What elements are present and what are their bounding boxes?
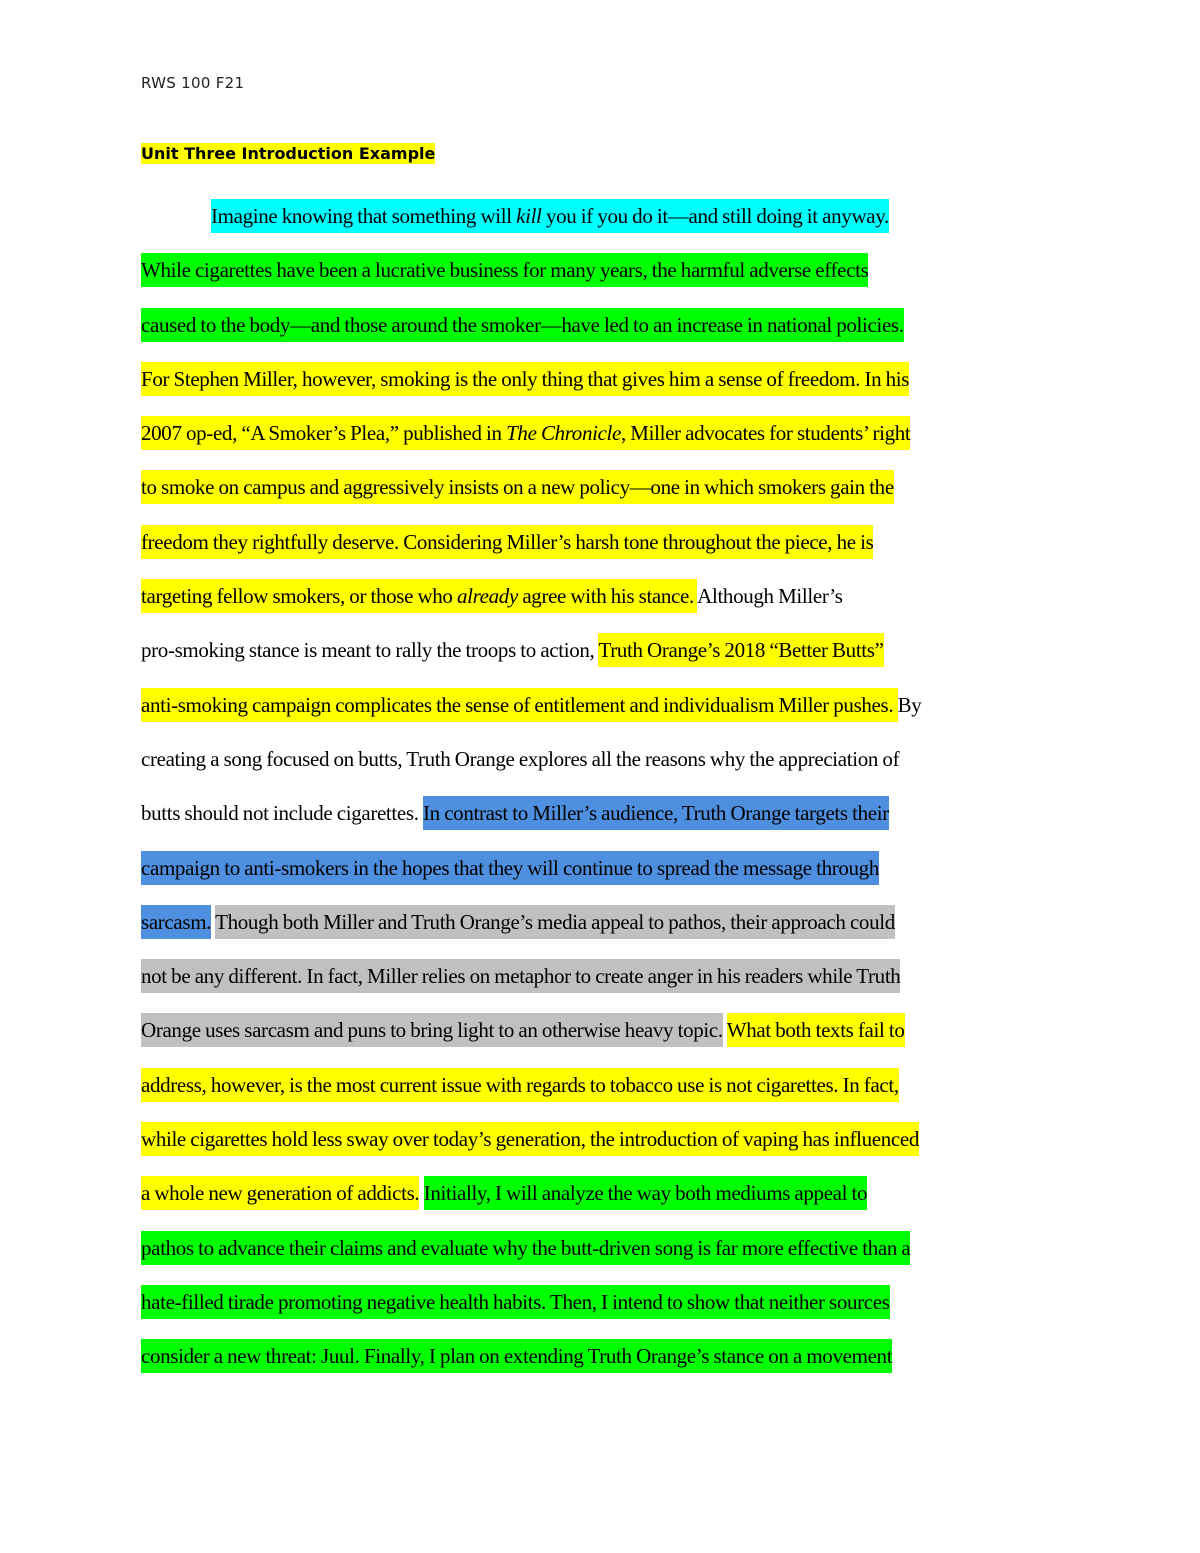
document-body (141, 196, 1066, 1391)
body-line-10: anti-smoking campaign complicates the sense of entitlement and individualism Miller pushes. By (141, 685, 1066, 739)
body-line-12: butts should not include cigarettes. In contrast to Miller’s audience, Truth Orange targets their (141, 793, 1066, 847)
body-line-1 (141, 196, 1066, 250)
body-line-16: Orange uses sarcasm and puns to bring light to an otherwise heavy topic. What both texts fail to (141, 1010, 1066, 1064)
body-line-3: caused to the body—and those around the smoker—have led to an increase in national policies. (141, 305, 1066, 359)
body-line-7: freedom they rightfully deserve. Considering Miller’s harsh tone throughout the piece, he is (141, 522, 1066, 576)
body-line-21: hate-filled tirade promoting negative health habits. Then, I intend to show that neither sources (141, 1282, 1066, 1336)
body-line-9: pro-smoking stance is meant to rally the troops to action, Truth Orange’s 2018 “Better Butts” (141, 630, 1066, 684)
body-line-13: campaign to anti-smokers in the hopes that they will continue to spread the message through (141, 848, 1066, 902)
body-line-15: not be any different. In fact, Miller relies on metaphor to create anger in his readers while Truth (141, 956, 1066, 1010)
body-line-4: For Stephen Miller, however, smoking is the only thing that gives him a sense of freedom. In his (141, 359, 1066, 413)
body-line-17: address, however, is the most current issue with regards to tobacco use is not cigarettes. In fact, (141, 1065, 1066, 1119)
body-line-8: targeting fellow smokers, or those who already agree with his stance. Although Miller’s (141, 576, 1066, 630)
body-line-6: to smoke on campus and aggressively insists on a new policy—one in which smokers gain the (141, 467, 1066, 521)
body-line-2: While cigarettes have been a lucrative business for many years, the harmful adverse effects (141, 250, 1066, 304)
body-line-11: creating a song focused on butts, Truth Orange explores all the reasons why the appreciation of (141, 746, 900, 771)
hook-sentence: Imagine knowing that something will kill you if you do it—and still doing it anyway. (211, 199, 889, 233)
body-line-5: 2007 op-ed, “A Smoker’s Plea,” published in The Chronicle, Miller advocates for students’ right (141, 413, 1066, 467)
body-line-22: consider a new threat: Juul. Finally, I plan on extending Truth Orange’s stance on a movement (141, 1336, 1066, 1390)
body-line-19: a whole new generation of addicts. Initially, I will analyze the way both mediums appeal to (141, 1173, 1066, 1227)
body-line-18: while cigarettes hold less sway over today’s generation, the introduction of vaping has influenced (141, 1119, 1066, 1173)
document-title: Unit Three Introduction Example (141, 144, 436, 163)
body-line-20: pathos to advance their claims and evaluate why the butt-driven song is far more effective than a (141, 1228, 1066, 1282)
body-line-14: sarcasm. Though both Miller and Truth Orange’s media appeal to pathos, their approach could (141, 902, 1066, 956)
document-header: RWS 100 F21 (141, 74, 245, 92)
